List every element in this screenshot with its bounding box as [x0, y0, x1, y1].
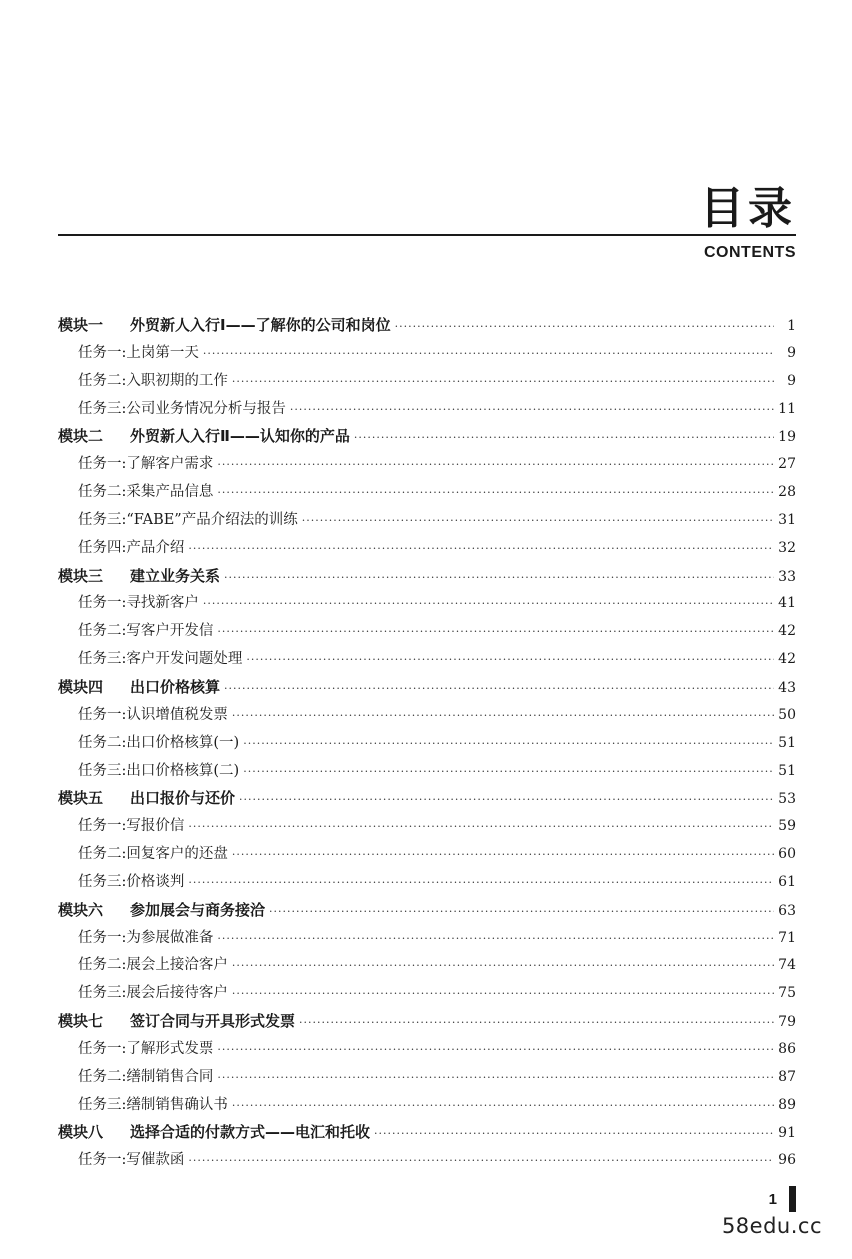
title-rule [58, 234, 796, 236]
toc-page-number: 41 [778, 595, 796, 612]
toc-module-entry[interactable] [58, 563, 796, 591]
dot-leader [243, 758, 774, 786]
toc-entry-label: 任务一:上岗第一天 [78, 344, 199, 361]
toc-page-number: 1 [787, 318, 796, 334]
dot-leader [395, 313, 774, 341]
toc-entry-label [58, 423, 350, 451]
toc-page-number: 33 [778, 568, 796, 585]
toc-task-entry[interactable] [58, 980, 796, 1008]
toc-task-entry[interactable] [58, 813, 796, 841]
dot-leader [217, 479, 774, 507]
toc-entry-label: 任务二:缮制销售合同 [78, 1068, 214, 1085]
dot-leader [290, 396, 774, 424]
dot-leader [188, 813, 774, 841]
toc-entry-label: 任务三:缮制销售确认书 [78, 1096, 228, 1113]
toc-entry-label: 任务三:展会后接待客户 [78, 985, 228, 1002]
toc-task-entry[interactable] [58, 590, 796, 618]
toc-page-number: 19 [778, 429, 796, 446]
toc-entry-label: 任务三:“FABE”产品介绍法的训练 [78, 511, 298, 528]
module-title: 出口价格核算 [130, 677, 221, 696]
toc-entry-label: 任务二:出口价格核算(一) [78, 734, 240, 751]
toc-entry-label: 任务二:展会上接洽客户 [78, 957, 228, 974]
dot-leader [239, 786, 774, 814]
module-number: 模块八 [58, 1123, 104, 1142]
toc-module-entry[interactable] [58, 1008, 796, 1036]
dot-leader [269, 898, 774, 926]
module-title: 外贸新人入行Ⅰ——了解你的公司和岗位 [130, 316, 391, 334]
toc-page-number: 51 [778, 762, 796, 779]
toc-page-number: 96 [778, 1152, 796, 1169]
dot-leader [232, 952, 774, 980]
dot-leader [224, 675, 774, 703]
toc-page-number: 28 [778, 484, 796, 501]
toc-entry-label: 任务一:了解客户需求 [78, 456, 214, 473]
toc-entry-label: 任务三:出口价格核算(二) [78, 762, 240, 779]
dot-leader [224, 564, 774, 592]
dot-leader [188, 535, 774, 563]
dot-leader [232, 368, 774, 396]
toc-entry-label: 任务三:价格谈判 [78, 873, 185, 890]
toc-module-entry[interactable] [58, 674, 796, 702]
dot-leader [232, 841, 774, 869]
module-number: 模块一 [58, 316, 104, 334]
module-title: 外贸新人入行Ⅱ——认知你的产品 [130, 427, 350, 446]
toc-page-number: 42 [778, 651, 796, 668]
toc-page-number: 11 [778, 400, 796, 417]
toc-page-number: 79 [778, 1014, 796, 1031]
toc-entry-label [58, 674, 220, 702]
toc-entry-label: 任务一:了解形式发票 [78, 1040, 214, 1057]
page-number: 1 [768, 1190, 777, 1208]
toc-page-number: 50 [778, 706, 796, 723]
toc-task-entry[interactable] [58, 535, 796, 563]
toc-entry-label: 任务二:采集产品信息 [78, 484, 214, 501]
dot-leader [299, 1009, 774, 1037]
dot-leader [232, 1092, 774, 1120]
toc-task-entry[interactable] [58, 702, 796, 730]
toc-page-number: 59 [778, 818, 796, 835]
dot-leader [217, 925, 774, 953]
toc-entry-label [58, 312, 391, 340]
toc-task-entry[interactable] [58, 646, 796, 674]
toc-task-entry[interactable] [58, 507, 796, 535]
module-title: 建立业务关系 [130, 566, 221, 585]
toc-page-number: 43 [778, 679, 796, 696]
module-title: 选择合适的付款方式——电汇和托收 [130, 1123, 371, 1142]
toc-page-number: 75 [778, 985, 796, 1002]
toc-task-entry[interactable] [58, 451, 796, 479]
toc-entry-label: 任务一:写催款函 [78, 1152, 185, 1169]
toc-module-entry[interactable] [58, 423, 796, 451]
dot-leader [203, 590, 774, 618]
module-title: 签订合同与开具形式发票 [130, 1012, 296, 1031]
toc-task-entry[interactable] [58, 869, 796, 897]
dot-leader [217, 618, 774, 646]
dot-leader [243, 730, 774, 758]
toc-entry-label [58, 1008, 295, 1036]
toc-page-number: 32 [778, 539, 796, 556]
toc-page-number: 86 [778, 1040, 796, 1057]
module-number: 模块二 [58, 427, 104, 446]
toc-entry-label [58, 1119, 370, 1147]
toc-module-entry[interactable] [58, 1119, 796, 1147]
module-number: 模块七 [58, 1012, 104, 1031]
toc-page-number: 89 [778, 1096, 796, 1113]
toc-entry-label [58, 785, 235, 813]
toc-task-entry[interactable] [58, 730, 796, 758]
toc-task-entry[interactable] [58, 396, 796, 424]
dot-leader [217, 1064, 774, 1092]
toc-module-entry[interactable] [58, 897, 796, 925]
page-folio [769, 1186, 796, 1212]
toc-task-entry[interactable] [58, 479, 796, 507]
module-number: 模块三 [58, 566, 104, 585]
dot-leader [232, 702, 774, 730]
toc-page-number: 9 [787, 372, 796, 389]
page-subtitle: CONTENTS [704, 244, 796, 261]
dot-leader [217, 451, 774, 479]
folio-bar [789, 1186, 796, 1212]
toc-entry-label: 任务一:认识增值税发票 [78, 706, 228, 723]
toc-entry-label: 任务二:写客户开发信 [78, 623, 214, 640]
toc-task-entry[interactable] [58, 368, 796, 396]
toc-entry-label: 任务一:写报价信 [78, 818, 185, 835]
toc-task-entry[interactable] [58, 925, 796, 953]
toc-page-number: 63 [778, 902, 796, 919]
toc-task-entry[interactable] [58, 758, 796, 786]
toc-page-number: 71 [778, 929, 796, 946]
toc-page-number: 27 [778, 456, 796, 473]
dot-leader [203, 340, 774, 368]
module-number: 模块六 [58, 900, 104, 919]
dot-leader [354, 424, 774, 452]
toc-entry-label: 任务四:产品介绍 [78, 539, 185, 556]
toc-page-number: 91 [778, 1125, 796, 1142]
toc-page-number: 87 [778, 1068, 796, 1085]
toc-page-number: 31 [778, 511, 796, 528]
dot-leader [302, 507, 774, 535]
toc-task-entry[interactable] [58, 1064, 796, 1092]
toc-page-number: 61 [778, 873, 796, 890]
dot-leader [246, 646, 774, 674]
module-title: 出口报价与还价 [130, 789, 236, 808]
toc-entry-label: 任务三:客户开发问题处理 [78, 651, 243, 668]
toc-page-number: 53 [778, 791, 796, 808]
toc-task-entry[interactable] [58, 1092, 796, 1120]
toc-module-entry[interactable] [58, 312, 796, 340]
toc-entry-label: 任务二:入职初期的工作 [78, 372, 228, 389]
dot-leader [188, 869, 774, 897]
toc-task-entry[interactable] [58, 841, 796, 869]
toc-entry-label [58, 897, 265, 925]
toc-entry-label: 任务一:为参展做准备 [78, 929, 214, 946]
toc-task-entry[interactable] [58, 952, 796, 980]
toc-task-entry[interactable] [58, 340, 796, 368]
dot-leader [217, 1036, 774, 1064]
table-of-contents [58, 312, 796, 1175]
toc-page-number: 74 [778, 957, 796, 974]
toc-task-entry[interactable] [58, 618, 796, 646]
toc-task-entry[interactable] [58, 1147, 796, 1175]
toc-entry-label [58, 563, 220, 591]
toc-entry-label: 任务三:公司业务情况分析与报告 [78, 400, 286, 417]
toc-page-number: 60 [778, 846, 796, 863]
module-number: 模块五 [58, 789, 104, 808]
toc-page-number: 9 [787, 344, 796, 361]
toc-module-entry[interactable] [58, 785, 796, 813]
toc-entry-label: 任务一:寻找新客户 [78, 595, 199, 612]
dot-leader [232, 980, 774, 1008]
dot-leader [188, 1147, 774, 1175]
toc-entry-label: 任务二:回复客户的还盘 [78, 846, 228, 863]
toc-task-entry[interactable] [58, 1036, 796, 1064]
toc-page-number: 51 [778, 734, 796, 751]
page-title: 目录 [700, 183, 796, 234]
watermark: 58edu.cc [721, 1214, 822, 1238]
dot-leader [374, 1120, 774, 1148]
toc-page-number: 42 [778, 623, 796, 640]
module-title: 参加展会与商务接洽 [130, 900, 266, 919]
module-number: 模块四 [58, 677, 104, 696]
